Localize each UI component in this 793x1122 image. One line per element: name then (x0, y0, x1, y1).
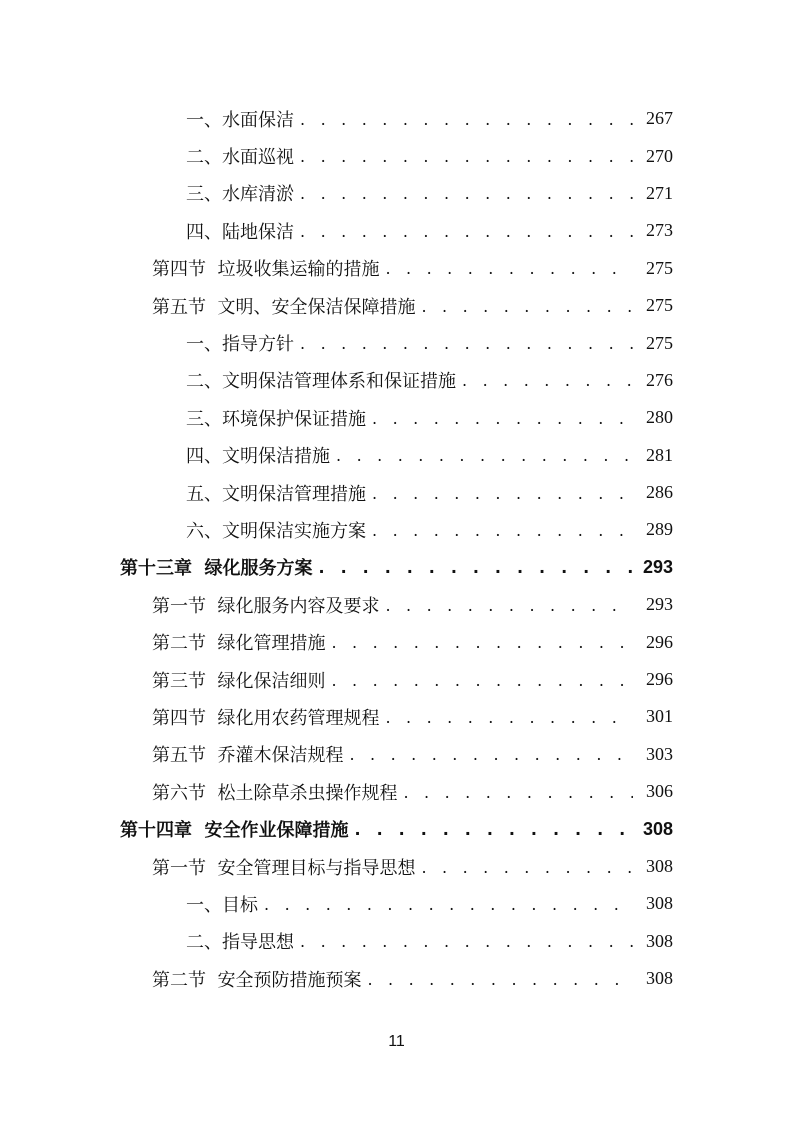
toc-entry-label: 四、文明保洁措施 (186, 446, 330, 468)
table-of-contents (0, 100, 793, 997)
toc-dot-leader (385, 261, 633, 277)
toc-dot-leader (336, 448, 633, 464)
toc-dot-leader (372, 411, 633, 427)
toc-entry-label: 三、环境保护保证措施 (186, 408, 366, 430)
toc-entry-page: 289 (646, 519, 673, 540)
toc-dot-leader (462, 373, 633, 389)
toc-entry-label: 四、陆地保洁 (186, 221, 294, 243)
toc-dot-leader (300, 934, 633, 950)
toc-section-entry[interactable] (0, 287, 793, 324)
toc-subsection-entry[interactable] (0, 324, 793, 361)
toc-entry-page: 308 (646, 930, 673, 951)
toc-section-entry[interactable] (0, 773, 793, 810)
toc-dot-leader (385, 710, 633, 726)
toc-chapter-entry[interactable] (0, 549, 793, 586)
toc-subsection-entry[interactable] (0, 137, 793, 174)
toc-dot-leader (355, 822, 633, 838)
toc-dot-leader (300, 186, 633, 202)
toc-entry-label: 第五节 文明、安全保洁保障措施 (152, 296, 416, 318)
toc-section-entry[interactable] (0, 960, 793, 997)
toc-subsection-entry[interactable] (0, 885, 793, 922)
toc-entry-label: 一、水面保洁 (186, 109, 294, 131)
toc-entry-label: 六、文明保洁实施方案 (186, 520, 366, 542)
toc-section-entry[interactable] (0, 586, 793, 623)
toc-entry-page: 303 (646, 743, 673, 764)
toc-entry-page: 275 (646, 295, 673, 316)
toc-entry-page: 308 (646, 856, 673, 876)
toc-dot-leader (331, 673, 633, 689)
toc-entry-label: 第四节 垃圾收集运输的措施 (152, 259, 380, 281)
toc-subsection-entry[interactable] (0, 399, 793, 436)
toc-entry-page: 293 (646, 594, 673, 615)
toc-entry-page: 306 (646, 781, 673, 802)
toc-entry-label: 第十四章 安全作业保障措施 (120, 820, 349, 842)
toc-entry-page: 271 (646, 182, 673, 203)
toc-section-entry[interactable] (0, 736, 793, 773)
toc-dot-leader (264, 897, 633, 913)
toc-entry-page: 267 (646, 108, 673, 129)
toc-dot-leader (300, 112, 633, 128)
toc-subsection-entry[interactable] (0, 212, 793, 249)
toc-section-entry[interactable] (0, 698, 793, 735)
toc-dot-leader (421, 860, 633, 876)
toc-subsection-entry[interactable] (0, 474, 793, 511)
toc-dot-leader (421, 299, 633, 315)
toc-section-entry[interactable] (0, 661, 793, 698)
toc-entry-page: 296 (646, 669, 673, 690)
toc-subsection-entry[interactable] (0, 362, 793, 399)
toc-entry-page: 296 (646, 631, 673, 652)
toc-entry-page: 275 (646, 257, 673, 278)
toc-entry-page: 308 (646, 968, 673, 989)
toc-entry-label: 第四节 绿化用农药管理规程 (152, 707, 380, 729)
toc-dot-leader (300, 224, 633, 240)
page-number: 11 (388, 1033, 405, 1050)
toc-entry-label: 二、文明保洁管理体系和保证措施 (186, 371, 456, 393)
toc-dot-leader (372, 486, 633, 502)
toc-entry-page: 301 (646, 706, 673, 727)
toc-section-entry[interactable] (0, 250, 793, 287)
toc-entry-page: 293 (642, 556, 673, 577)
toc-dot-leader (319, 560, 633, 576)
toc-dot-leader (300, 336, 633, 352)
toc-dot-leader (403, 785, 633, 801)
toc-chapter-entry[interactable] (0, 810, 793, 847)
toc-entry-label: 第一节 绿化服务内容及要求 (152, 595, 380, 617)
toc-entry-label: 第一节 安全管理目标与指导思想 (152, 857, 416, 879)
toc-entry-page: 281 (646, 444, 673, 465)
toc-entry-label: 三、水库清淤 (186, 184, 294, 206)
toc-dot-leader (349, 747, 633, 763)
toc-subsection-entry[interactable] (0, 511, 793, 548)
toc-dot-leader (367, 972, 633, 988)
toc-entry-label: 第二节 绿化管理措施 (152, 633, 326, 655)
toc-entry-page: 280 (646, 407, 673, 428)
toc-entry-page: 308 (642, 818, 673, 839)
toc-entry-page: 270 (646, 145, 673, 166)
toc-entry-page: 276 (646, 369, 673, 390)
toc-dot-leader (385, 598, 633, 614)
toc-dot-leader (300, 149, 633, 165)
toc-entry-page: 308 (646, 893, 673, 914)
toc-entry-label: 第十三章 绿化服务方案 (120, 558, 313, 580)
toc-entry-label: 第三节 绿化保洁细则 (152, 670, 326, 692)
toc-entry-page: 275 (646, 332, 673, 353)
toc-section-entry[interactable] (0, 848, 793, 885)
toc-subsection-entry[interactable] (0, 100, 793, 137)
toc-entry-label: 二、指导思想 (186, 932, 294, 954)
toc-entry-page: 286 (646, 482, 673, 503)
toc-subsection-entry[interactable] (0, 923, 793, 960)
toc-entry-label: 第二节 安全预防措施预案 (152, 969, 362, 991)
toc-entry-label: 一、目标 (186, 894, 258, 916)
toc-dot-leader (331, 635, 633, 651)
toc-entry-label: 五、文明保洁管理措施 (186, 483, 366, 505)
toc-entry-label: 一、指导方针 (186, 334, 294, 356)
toc-dot-leader (372, 523, 633, 539)
toc-entry-label: 第五节 乔灌木保洁规程 (152, 745, 344, 767)
toc-entry-page: 273 (646, 220, 673, 241)
toc-entry-label: 第六节 松土除草杀虫操作规程 (152, 782, 398, 804)
toc-subsection-entry[interactable] (0, 437, 793, 474)
toc-section-entry[interactable] (0, 623, 793, 660)
toc-entry-label: 二、水面巡视 (186, 147, 294, 169)
toc-subsection-entry[interactable] (0, 175, 793, 212)
